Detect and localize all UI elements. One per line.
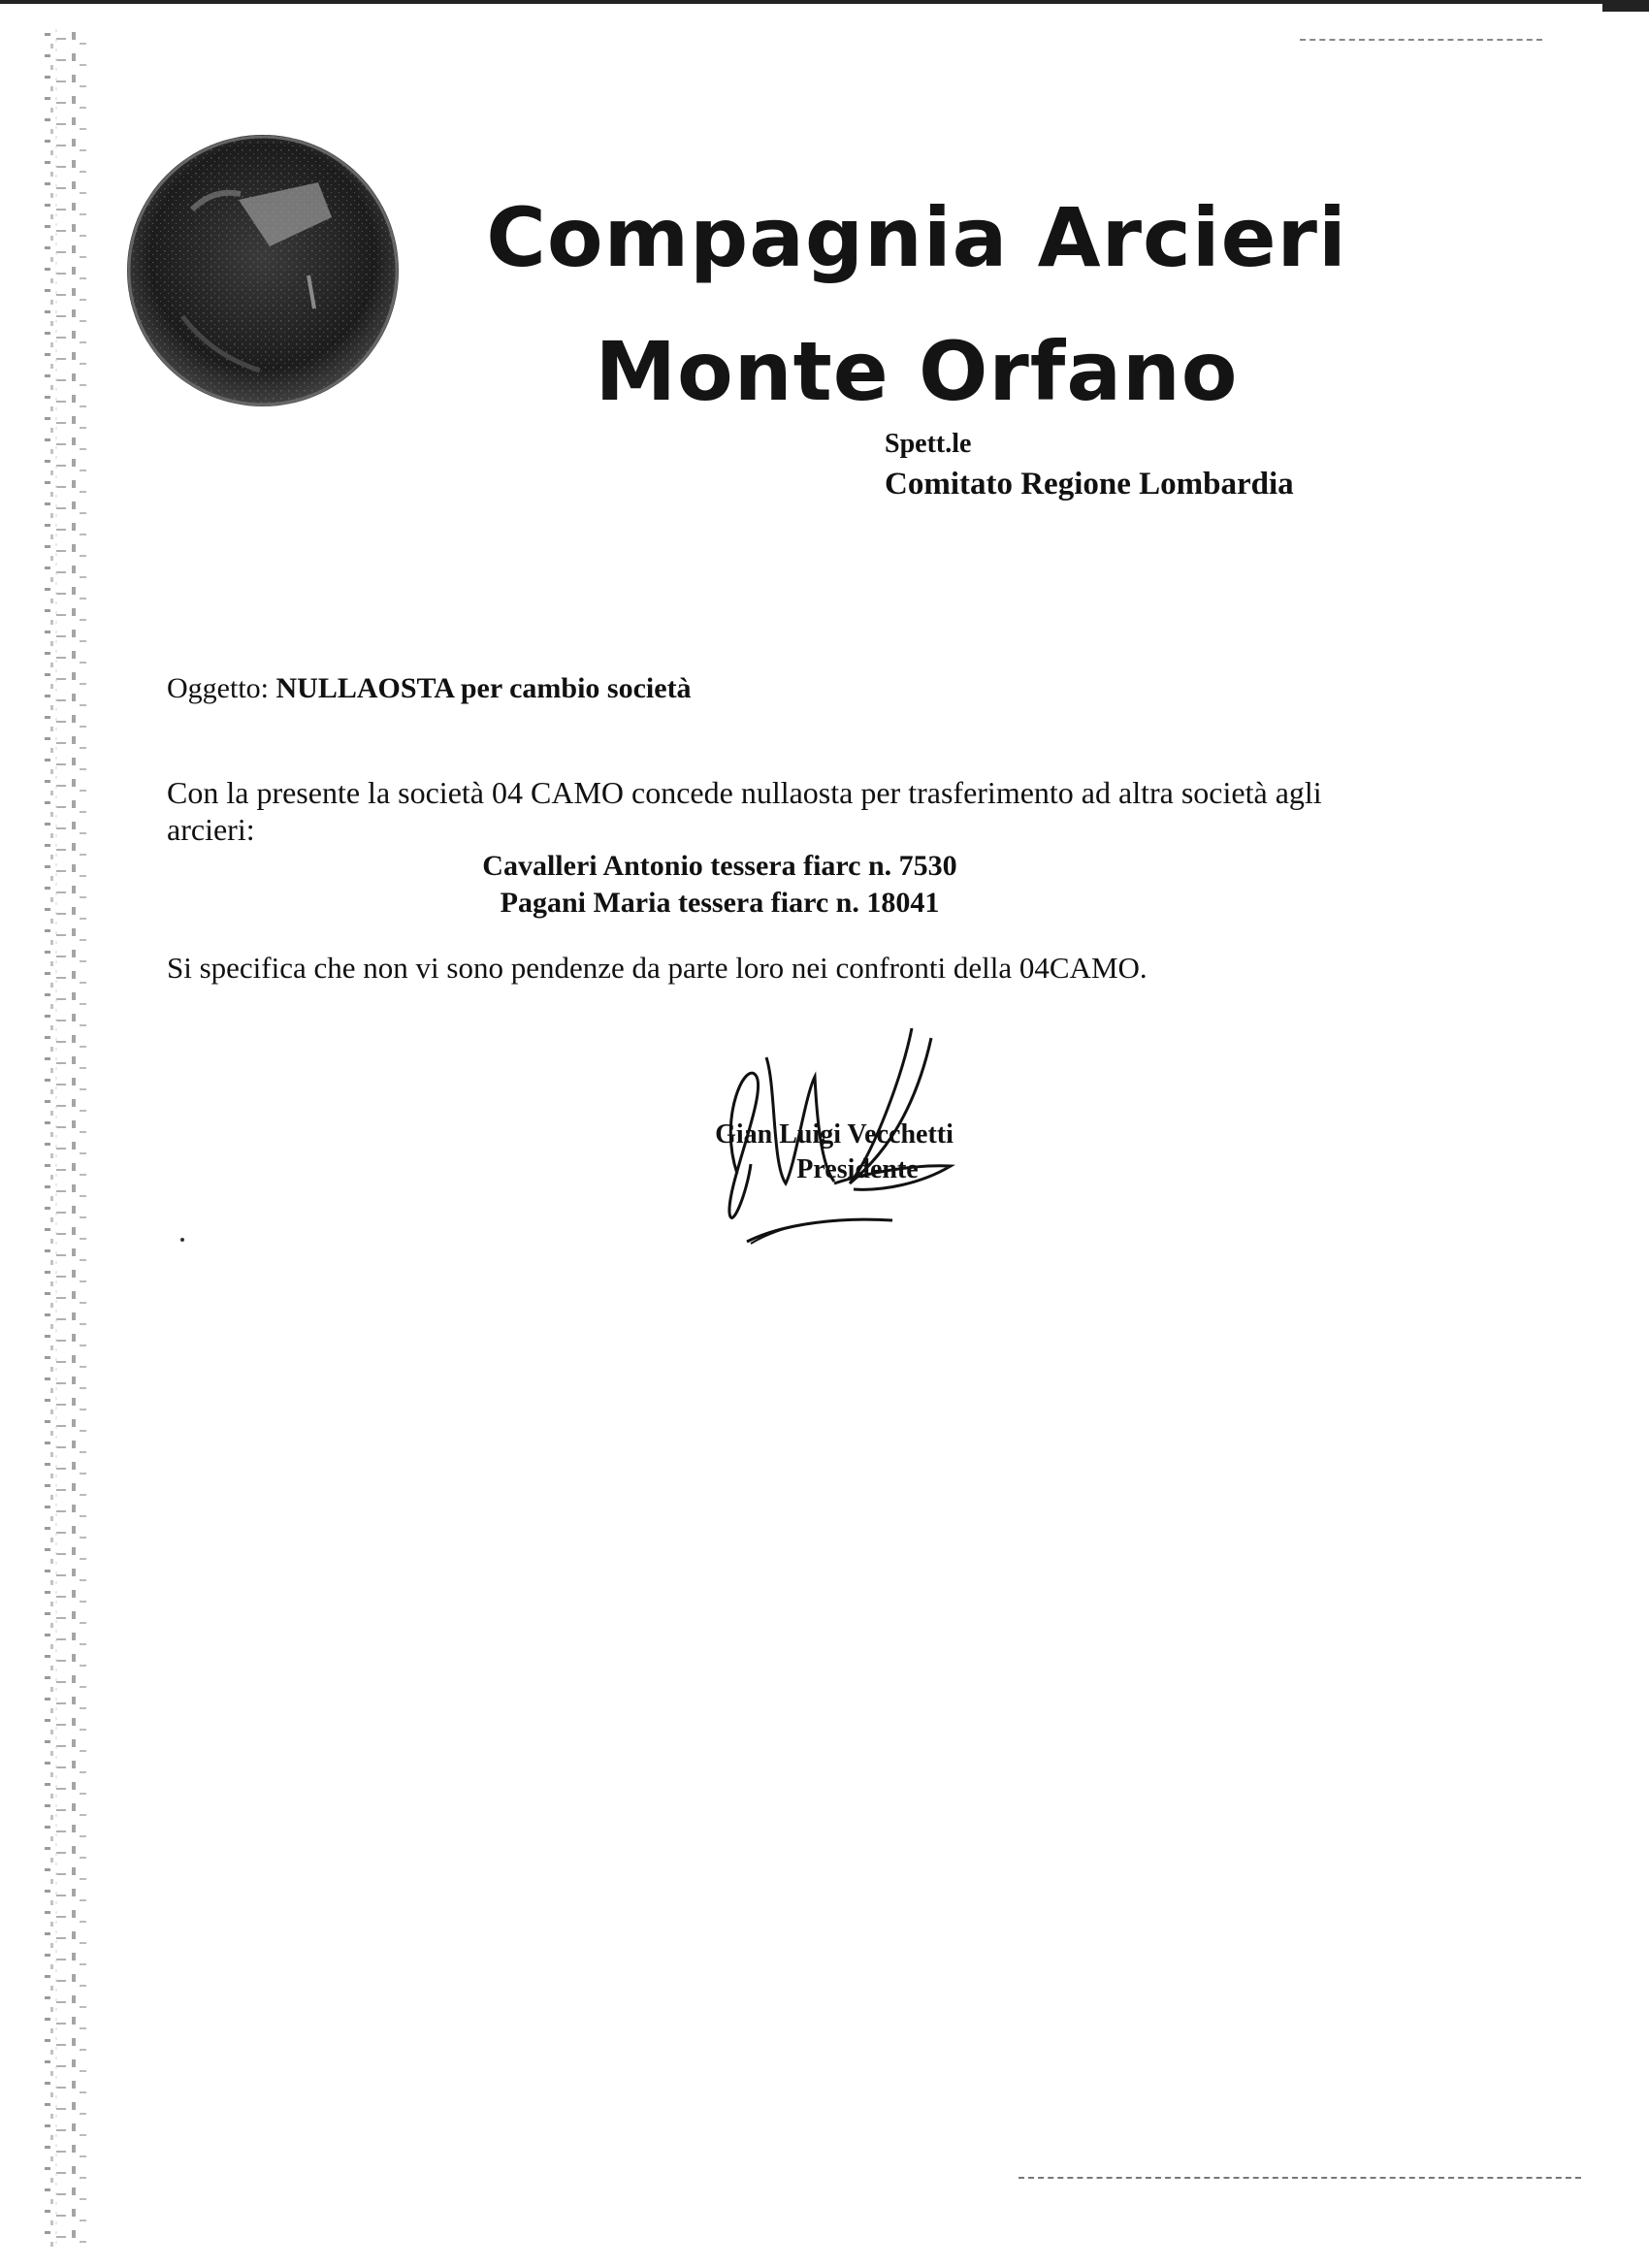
archer-entry: Cavalleri Antonio tessera fiarc n. 7530 xyxy=(482,850,957,882)
subject-label: Oggetto: xyxy=(167,672,269,704)
signatory-name: Gian Luigi Vecchetti xyxy=(715,1119,954,1150)
organization-name-line2: Monte Orfano xyxy=(595,324,1239,419)
scan-speck xyxy=(180,1238,184,1242)
handwritten-signature xyxy=(679,1019,970,1261)
recipient-block xyxy=(885,427,1294,506)
archer-entry: Pagani Maria tessera fiarc n. 18041 xyxy=(500,887,940,919)
addressee: Comitato Regione Lombardia xyxy=(885,467,1294,502)
scan-dashed-line-bottom xyxy=(1018,2177,1581,2181)
subject-line xyxy=(167,669,692,708)
archer-list xyxy=(167,848,1389,922)
organization-name xyxy=(407,171,1426,438)
clearance-note: Si specifica che non vi sono pendenze da parte loro nei confronti della 04CAMO. xyxy=(167,951,1148,985)
scan-top-edge xyxy=(0,0,1649,4)
organization-name-line1: Compagnia Arcieri xyxy=(486,190,1347,285)
subject-text: NULLAOSTA per cambio società xyxy=(275,672,692,704)
salutation: Spett.le xyxy=(885,429,972,459)
club-seal-logo xyxy=(124,132,402,409)
scan-dashed-line-top xyxy=(1300,39,1542,43)
signatory-role: Presidente xyxy=(796,1154,919,1184)
perforated-edge-strip xyxy=(37,29,91,2251)
scan-corner-mark xyxy=(1602,0,1649,12)
body-paragraph: Con la presente la società 04 CAMO concede nullaosta per trasferimento ad altra società agli arcieri: xyxy=(167,775,1322,847)
